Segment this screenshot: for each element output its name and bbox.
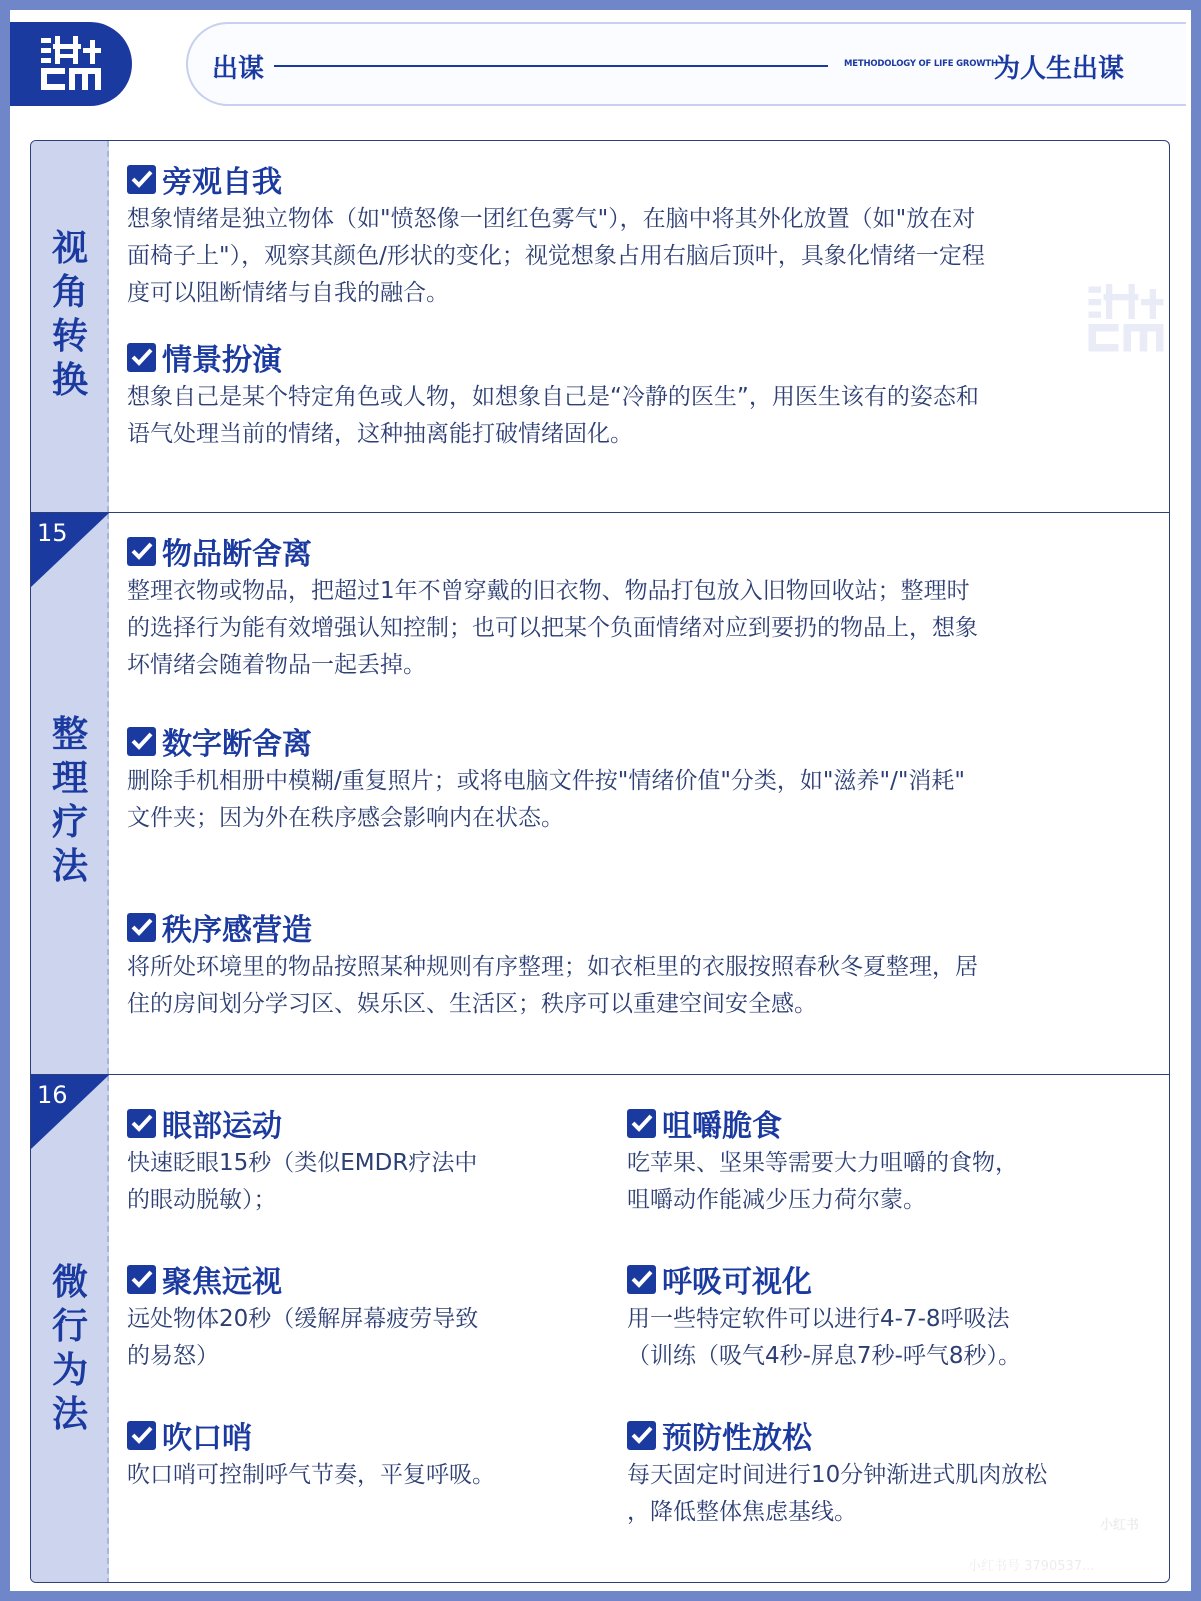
checkbox-icon (127, 727, 156, 756)
item-line: 将所处环境里的物品按照某种规则有序整理；如衣柜里的衣服按照春秋冬夏整理，居 (127, 954, 978, 980)
section-title-char: 疗 (51, 802, 88, 843)
item-line: 的选择行为能有效增强认知控制；也可以把某个负面情绪对应到要扔的物品上，想象 (127, 615, 978, 641)
section-number: 15 (37, 519, 68, 547)
item-description (127, 573, 1157, 684)
item-order-building (127, 909, 1157, 1023)
section-sidebar (31, 141, 109, 512)
item-title: 数字断舍离 (162, 727, 312, 762)
item-title: 聚焦远视 (162, 1265, 282, 1300)
item-observe-self (127, 161, 1157, 312)
item-line: 住的房间划分学习区、娱乐区、生活区；秩序可以重建空间安全感。 (127, 991, 817, 1017)
header-bar (186, 22, 1186, 106)
item-line: 想象自己是某个特定角色或人物，如想象自己是“冷静的医生”，用医生该有的姿态和 (127, 384, 979, 410)
section-title-char: 行 (51, 1306, 88, 1347)
header-tagline: METHODOLOGY OF LIFE GROWTH (844, 59, 998, 69)
header-divider (274, 65, 828, 67)
section-title-char: 为 (51, 1350, 88, 1391)
section-title (31, 227, 109, 403)
checkbox-icon (127, 913, 156, 942)
item-digital-declutter (127, 723, 1157, 837)
item-line: 吹口哨可控制呼气节奏，平复呼吸。 (127, 1462, 495, 1488)
item-description (127, 379, 1157, 453)
item-title: 物品断舍离 (162, 537, 312, 572)
item-title: 预防性放松 (662, 1421, 812, 1456)
item-role-play (127, 339, 1157, 453)
item-description (127, 1457, 597, 1494)
content-card (30, 140, 1170, 1583)
section-title (31, 1261, 109, 1437)
section-micro-behaviors (31, 1075, 1169, 1583)
item-line: 度可以阻断情绪与自我的融合。 (127, 280, 449, 306)
item-line: 吃苹果、坚果等需要大力咀嚼的食物， (627, 1150, 1018, 1176)
item-line: 每天固定时间进行10分钟渐进式肌肉放松 (627, 1462, 1048, 1488)
section-title-char: 换 (51, 360, 88, 401)
checkbox-icon (127, 1109, 156, 1138)
item-line: ，降低整体焦虑基线。 (627, 1499, 857, 1525)
item-declutter-items (127, 533, 1157, 684)
item-whistle (127, 1417, 597, 1494)
item-preventive-relaxation (627, 1417, 1157, 1531)
checkbox-icon (127, 537, 156, 566)
item-line: 语气处理当前的情绪，这种抽离能打破情绪固化。 (127, 421, 633, 447)
item-line: 整理衣物或物品，把超过1年不曾穿戴的旧衣物、物品打包放入旧物回收站；整理时 (127, 578, 970, 604)
section-title-char: 法 (51, 846, 88, 887)
item-crunchy-food (627, 1105, 1157, 1219)
item-title: 吹口哨 (162, 1421, 252, 1456)
item-line: 远处物体20秒（缓解屏幕疲劳导致 (127, 1306, 479, 1332)
item-title: 眼部运动 (162, 1109, 282, 1144)
section-sidebar (31, 513, 109, 1074)
checkbox-icon (627, 1109, 656, 1138)
item-description (627, 1301, 1157, 1375)
item-line: 咀嚼动作能减少压力荷尔蒙。 (627, 1187, 926, 1213)
item-description (627, 1145, 1157, 1219)
section-tidying-therapy (31, 513, 1169, 1075)
item-line: 文件夹；因为外在秩序感会影响内在状态。 (127, 805, 564, 831)
section-title (31, 713, 109, 889)
item-description (127, 1145, 597, 1219)
item-line: 用一些特定软件可以进行4-7-8呼吸法 (627, 1306, 1010, 1332)
item-line: 的易怒） (127, 1343, 219, 1369)
section-title-char: 角 (51, 272, 88, 313)
item-description (127, 763, 1157, 837)
item-line: 想象情绪是独立物体（如"愤怒像一团红色雾气"），在脑中将其外化放置（如"放在对 (127, 206, 976, 232)
item-eye-movement (127, 1105, 597, 1219)
section-perspective-shift (31, 141, 1169, 513)
checkbox-icon (127, 343, 156, 372)
section-title-char: 理 (51, 758, 88, 799)
item-description (627, 1457, 1157, 1531)
checkbox-icon (127, 1421, 156, 1450)
section-title-char: 整 (51, 714, 88, 755)
watermark-user: 小红书号 3790537... (968, 1559, 1095, 1574)
section-title-char: 转 (51, 316, 88, 357)
item-title: 情景扮演 (162, 343, 282, 378)
page (10, 10, 1191, 1591)
item-title: 旁观自我 (162, 165, 282, 200)
section-title-char: 视 (51, 228, 88, 269)
section-sidebar (31, 1075, 109, 1583)
logo-glyph-icon (39, 36, 103, 92)
item-line: 快速眨眼15秒（类似EMDR疗法中 (127, 1150, 478, 1176)
section-title-char: 法 (51, 1394, 88, 1435)
item-description (127, 201, 1157, 312)
item-description (127, 949, 1157, 1023)
header-right-title: 为人生出谋 (994, 54, 1125, 84)
item-line: 删除手机相册中模糊/重复照片；或将电脑文件按"情绪价值"分类，如"滋养"/"消耗" (127, 768, 965, 794)
brand-logo (10, 22, 132, 106)
item-line: 的眼动脱敏）； (127, 1187, 277, 1213)
item-line: （训练（吸气4秒-屏息7秒-呼气8秒）。 (627, 1343, 1021, 1369)
checkbox-icon (127, 165, 156, 194)
item-title: 咀嚼脆食 (662, 1109, 782, 1144)
section-title-char: 微 (51, 1262, 88, 1303)
item-title: 呼吸可视化 (662, 1265, 812, 1300)
item-description (127, 1301, 597, 1375)
checkbox-icon (127, 1265, 156, 1294)
item-title: 秩序感营造 (162, 913, 312, 948)
checkbox-icon (627, 1421, 656, 1450)
section-number: 16 (37, 1081, 68, 1109)
watermark-brand: 小红书 (1100, 1518, 1140, 1533)
checkbox-icon (627, 1265, 656, 1294)
header-left-title: 出谋 (212, 54, 265, 84)
item-breathing-visualization (627, 1261, 1157, 1375)
item-distance-focus (127, 1261, 597, 1375)
item-line: 面椅子上"），观察其颜色/形状的变化；视觉想象占用右脑后顶叶，具象化情绪一定程 (127, 243, 985, 269)
item-line: 坏情绪会随着物品一起丢掉。 (127, 652, 426, 678)
